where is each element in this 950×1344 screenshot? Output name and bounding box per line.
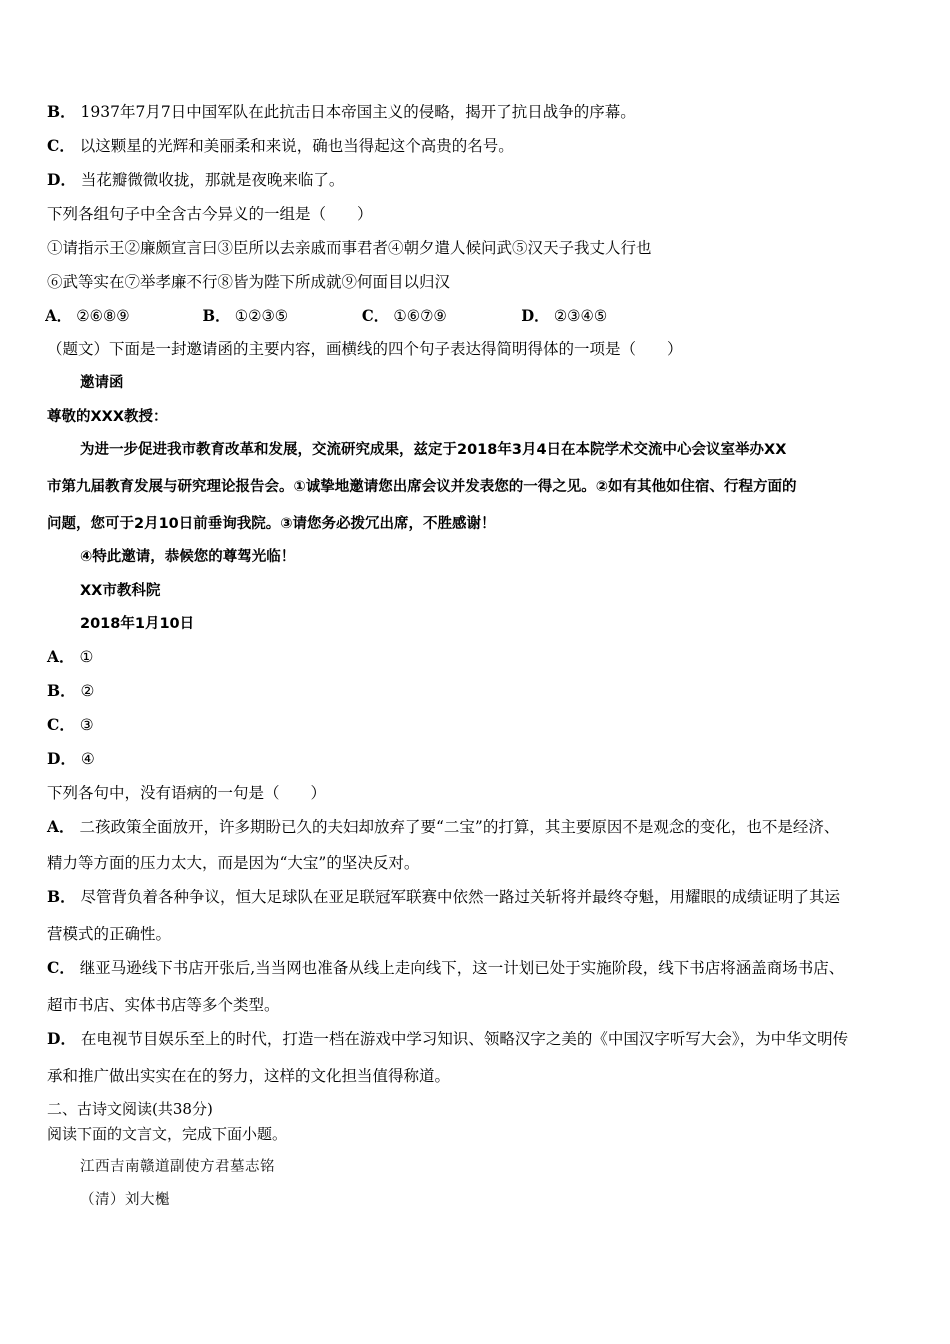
letter-body-line-2: 市第九届教育发展与研究理论报告会。①诚挚地邀请您出席会议并发表您的一得之见。②如有其他如住宿、行程方面的 xyxy=(47,479,797,495)
letter-body-line-1: 为进一步促进我市教育改革和发展，交流研究成果，兹定于2018年3月4日在本院学术交流中心会议室举办XX xyxy=(80,442,787,458)
q-prev-option-b: B． 1937年7月7日中国军队在此抗击日本帝国主义的侵略，揭开了抗日战争的序幕。 xyxy=(47,102,636,121)
q-letter-option-a: A． ① xyxy=(47,647,94,666)
q-letter-option-c: C． ③ xyxy=(47,715,94,734)
q-gujin-stem: 下列各组句子中全含古今异义的一组是（ ） xyxy=(47,205,373,223)
letter-sender: XX市教科院 xyxy=(80,583,161,599)
q-gujin-option-c: C． ①⑥⑦⑨ xyxy=(361,306,447,325)
q-grammar-option-d-line-1: D． 在电视节目娱乐至上的时代，打造一档在游戏中学习知识、领略汉字之美的《中国汉字听写大会》，为中华文明传 xyxy=(47,1029,849,1048)
q-grammar-option-a-line-2: 精力等方面的压力太大，而是因为“大宝”的坚决反对。 xyxy=(47,854,420,872)
q-grammar-option-b-line-1: B． 尽管背负着各种争议，恒大足球队在亚足联冠军联赛中依然一路过关斩将并最终夺魁，用耀眼的成绩证明了其运 xyxy=(47,887,841,906)
q-gujin-sentences-2: ⑥武等实在⑦举孝廉不行⑧皆为陛下所成就⑨何面目以归汉 xyxy=(47,273,451,291)
q-letter-stem: （题文）下面是一封邀请函的主要内容，画横线的四个句子表达得简明得体的一项是（ ） xyxy=(47,340,683,358)
section-instruction: 阅读下面的文言文，完成下面小题。 xyxy=(47,1125,288,1143)
q-grammar-option-c-line-1: C． 继亚马逊线下书店开张后,当当网也准备从线上走向线下，这一计划已处于实施阶段，线下书店将涵盖商场书店、 xyxy=(47,958,845,977)
letter-title: 邀请函 xyxy=(80,375,124,391)
q-grammar-option-c-line-2: 超市书店、实体书店等多个类型。 xyxy=(47,996,280,1014)
q-grammar-stem: 下列各句中，没有语病的一句是（ ） xyxy=(47,784,327,802)
q-prev-option-d: D． 当花瓣微微收拢，那就是夜晚来临了。 xyxy=(47,170,345,189)
q-grammar-option-d-line-2: 承和推广做出实实在在的努力，这样的文化担当值得称道。 xyxy=(47,1067,451,1085)
q-gujin-sentences-1: ①请指示王②廉颇宣言曰③臣所以去亲戚而事君者④朝夕遣人候问武⑤汉天子我丈人行也 xyxy=(47,239,652,257)
letter-body-line-3: 问题，您可于2月10日前垂询我院。③请您务必拨冗出席，不胜感谢！ xyxy=(47,516,496,532)
letter-salutation: 尊敬的XXX教授： xyxy=(47,409,168,425)
q-gujin-option-b: B． ①②③⑤ xyxy=(202,306,289,325)
passage-author: （清）刘大櫆 xyxy=(80,1192,170,1208)
section-heading: 二、古诗文阅读(共38分) xyxy=(47,1100,213,1118)
passage-title: 江西吉南赣道副使方君墓志铭 xyxy=(80,1159,275,1175)
q-gujin-option-d: D． ②③④⑤ xyxy=(521,306,608,325)
q-grammar-option-b-line-2: 营模式的正确性。 xyxy=(47,925,172,943)
q-prev-option-c: C． 以这颗星的光辉和美丽柔和来说，确也当得起这个高贵的名号。 xyxy=(47,136,514,155)
q-letter-option-b: B． ② xyxy=(47,681,95,700)
q-gujin-option-a: A． ②⑥⑧⑨ xyxy=(45,306,130,325)
letter-date: 2018年1月10日 xyxy=(80,616,195,632)
q-gujin-options xyxy=(0,306,912,326)
q-grammar-option-a-line-1: A． 二孩政策全面放开，许多期盼已久的夫妇却放弃了要“二宝”的打算，其主要原因不是观念的变化，也不是经济、 xyxy=(47,817,840,836)
q-letter-option-d: D． ④ xyxy=(47,749,95,768)
letter-closing: ④特此邀请，恭候您的尊驾光临！ xyxy=(80,549,296,565)
